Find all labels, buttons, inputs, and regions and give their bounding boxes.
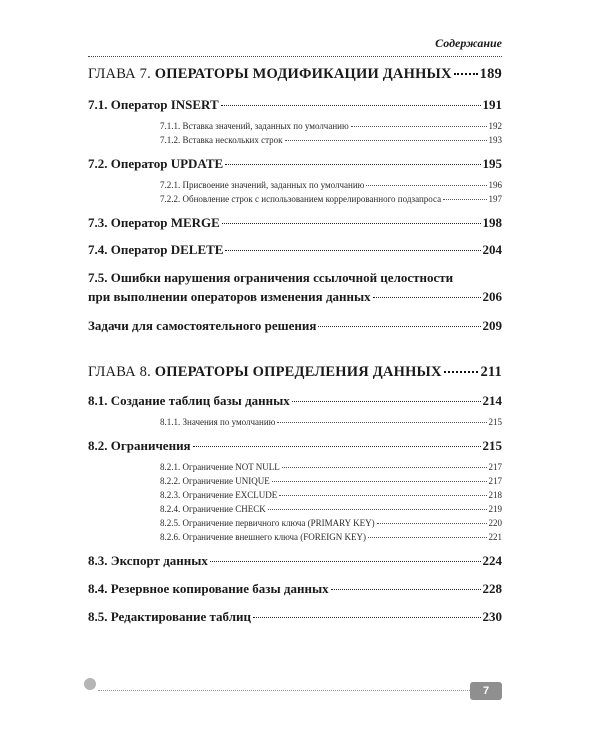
page-number: 217	[488, 462, 502, 472]
leader-dots	[210, 561, 481, 562]
page-number: 224	[482, 553, 502, 568]
toc-section-8-1[interactable]	[88, 393, 502, 409]
subsection-label: 8.1.1. Значения по умолчанию	[160, 417, 276, 427]
leader-dots	[268, 509, 487, 510]
leader-dots	[285, 140, 487, 141]
leader-dots	[318, 326, 480, 327]
toc-chapter-7[interactable]	[88, 66, 502, 83]
page-number: 230	[482, 609, 502, 624]
subsection-label: 8.2.6. Ограничение внешнего ключа (FOREIGN KEY)	[160, 532, 366, 542]
section-label: Задачи для самостоятельного решения	[88, 318, 317, 333]
section-label-line-2: при выполнении операторов изменения данных	[88, 289, 371, 304]
leader-dots	[454, 73, 478, 75]
page-number: 215	[482, 438, 502, 453]
page-number: 195	[482, 156, 502, 171]
section-label: 7.1. Оператор INSERT	[88, 97, 219, 112]
leader-dots	[222, 223, 481, 224]
leader-dots	[443, 199, 486, 200]
leader-dots	[193, 446, 481, 447]
leader-dots	[292, 401, 481, 402]
running-header-title: Содержание	[435, 36, 502, 50]
chapter-title: ОПЕРАТОРЫ МОДИФИКАЦИИ ДАННЫХ	[154, 66, 452, 82]
page-number: 228	[482, 581, 502, 596]
toc-subsection-7-2-1[interactable]	[88, 180, 502, 190]
toc-section-7-3[interactable]	[88, 215, 502, 231]
toc-subsection-8-2-2[interactable]	[88, 476, 502, 486]
toc-section-8-5[interactable]	[88, 609, 502, 625]
page-number: 198	[482, 215, 502, 230]
section-label: 7.3. Оператор MERGE	[88, 215, 220, 230]
table-of-contents	[88, 66, 502, 625]
page-number: 196	[488, 180, 502, 190]
page-number: 204	[482, 242, 502, 257]
leader-dots	[331, 589, 481, 590]
page-number: 217	[488, 476, 502, 486]
leader-dots	[373, 297, 481, 298]
toc-subsection-7-2-2[interactable]	[88, 194, 502, 204]
toc-subsection-7-1-1[interactable]	[88, 121, 502, 131]
toc-section-7-2[interactable]	[88, 156, 502, 172]
page-number: 191	[482, 97, 502, 112]
page-number: 209	[482, 318, 502, 333]
section-label: 8.3. Экспорт данных	[88, 553, 208, 568]
leader-dots	[272, 481, 487, 482]
page-number: 214	[482, 393, 502, 408]
subsection-label: 7.2.2. Обновление строк с использованием коррелированного подзапроса	[160, 194, 442, 204]
page-number: 189	[479, 66, 502, 82]
toc-subsection-8-1-1[interactable]	[88, 417, 502, 427]
section-label-line-1: 7.5. Ошибки нарушения ограничения ссылочной целостности	[88, 270, 454, 285]
header-dotted-rule	[88, 56, 502, 57]
leader-dots	[282, 467, 487, 468]
chapter-prefix: ГЛАВА 7.	[88, 66, 151, 82]
toc-section-8-2[interactable]	[88, 438, 502, 454]
toc-section-8-3[interactable]	[88, 553, 502, 569]
toc-tasks-chapter-7[interactable]	[88, 318, 502, 334]
page-number: 192	[488, 121, 502, 131]
toc-subsection-7-1-2[interactable]	[88, 135, 502, 145]
toc-section-7-4[interactable]	[88, 242, 502, 258]
section-label: 7.4. Оператор DELETE	[88, 242, 224, 257]
page-number: 193	[488, 135, 502, 145]
page-number-badge: 7	[470, 682, 502, 700]
page-number: 197	[488, 194, 502, 204]
page-number: 215	[488, 417, 502, 427]
toc-subsection-8-2-6[interactable]	[88, 532, 502, 542]
page-number: 219	[488, 504, 502, 514]
footer-dotted-rule	[98, 690, 470, 691]
toc-subsection-8-2-3[interactable]	[88, 490, 502, 500]
page-number: 220	[488, 518, 502, 528]
footer-circle-ornament	[84, 678, 96, 690]
page-number: 211	[480, 364, 502, 380]
toc-chapter-8[interactable]	[88, 364, 502, 381]
leader-dots	[225, 250, 480, 251]
toc-section-8-4[interactable]	[88, 581, 502, 597]
toc-section-7-1[interactable]	[88, 97, 502, 113]
page-number: 206	[482, 289, 502, 304]
leader-dots	[253, 617, 481, 618]
leader-dots	[225, 164, 480, 165]
page-number: 221	[488, 532, 502, 542]
page-number: 218	[488, 490, 502, 500]
chapter-title: ОПЕРАТОРЫ ОПРЕДЕЛЕНИЯ ДАННЫХ	[154, 364, 442, 380]
leader-dots	[366, 185, 486, 186]
toc-subsection-8-2-1[interactable]	[88, 462, 502, 472]
subsection-label: 8.2.4. Ограничение CHECK	[160, 504, 266, 514]
leader-dots	[221, 105, 481, 106]
subsection-label: 7.1.2. Вставка нескольких строк	[160, 135, 283, 145]
leader-dots	[279, 495, 486, 496]
section-label: 8.2. Ограничения	[88, 438, 191, 453]
chapter-prefix: ГЛАВА 8.	[88, 364, 151, 380]
section-label: 8.1. Создание таблиц базы данных	[88, 393, 290, 408]
leader-dots	[351, 126, 487, 127]
toc-subsection-8-2-5[interactable]	[88, 518, 502, 528]
subsection-label: 7.2.1. Присвоение значений, заданных по умолчанию	[160, 180, 365, 190]
subsection-label: 7.1.1. Вставка значений, заданных по умолчанию	[160, 121, 349, 131]
section-label: 8.5. Редактирование таблиц	[88, 609, 251, 624]
leader-dots	[444, 371, 479, 373]
leader-dots	[377, 523, 487, 524]
toc-section-7-5[interactable]	[88, 268, 502, 306]
toc-subsection-8-2-4[interactable]	[88, 504, 502, 514]
subsection-label: 8.2.2. Ограничение UNIQUE	[160, 476, 270, 486]
subsection-label: 8.2.3. Ограничение EXCLUDE	[160, 490, 278, 500]
leader-dots	[368, 537, 487, 538]
section-label: 8.4. Резервное копирование базы данных	[88, 581, 329, 596]
section-label: 7.2. Оператор UPDATE	[88, 156, 224, 171]
leader-dots	[277, 422, 486, 423]
subsection-label: 8.2.1. Ограничение NOT NULL	[160, 462, 280, 472]
subsection-label: 8.2.5. Ограничение первичного ключа (PRIMARY KEY)	[160, 518, 375, 528]
